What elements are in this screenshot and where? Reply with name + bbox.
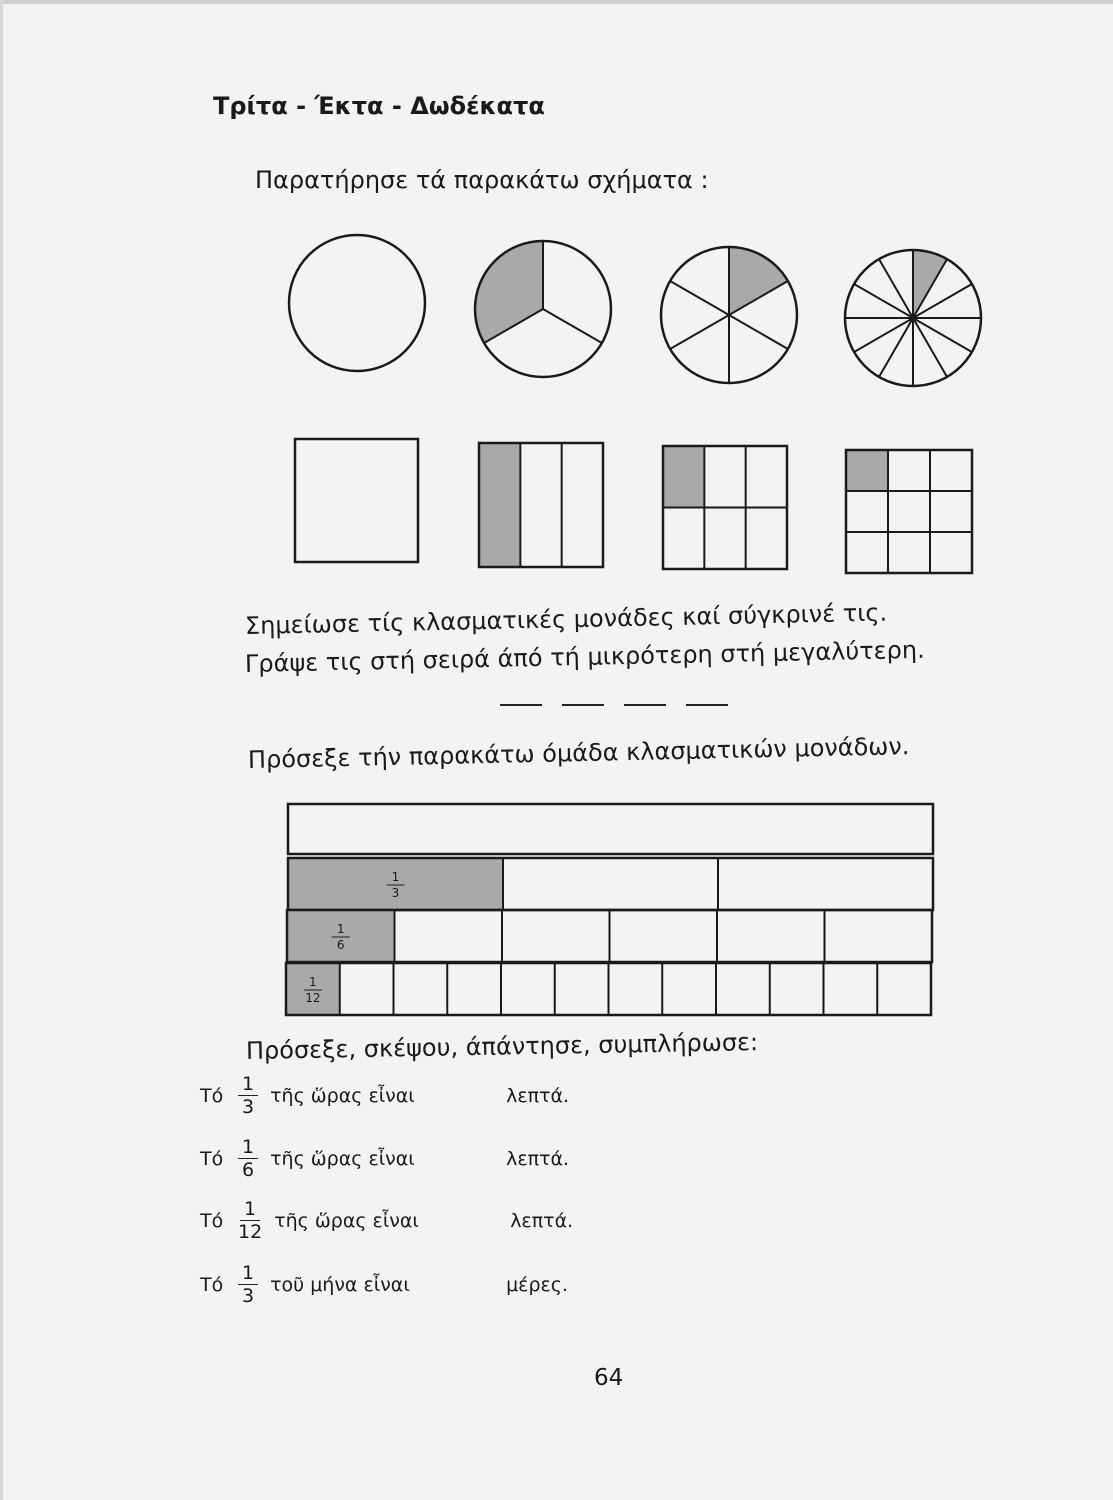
fraction-denominator: 3 bbox=[242, 1285, 255, 1307]
circle-radius-line bbox=[729, 315, 788, 349]
instruction-observe: Παρατήρησε τά παρακάτω σχήματα : bbox=[255, 166, 709, 194]
shaded-cell bbox=[663, 446, 704, 508]
exercise-row bbox=[200, 1198, 573, 1243]
fraction-squares bbox=[295, 439, 972, 573]
circle-radius-line bbox=[670, 315, 729, 349]
page-number: 64 bbox=[594, 1365, 624, 1391]
bar-label-denominator: 3 bbox=[391, 886, 400, 900]
answer-blank[interactable] bbox=[686, 704, 728, 706]
exercise-unit: μέρες. bbox=[506, 1273, 568, 1296]
instruction-note-line2: Γράψε τις στή σειρά άπό τή μικρότερη στή μεγαλύτερη. bbox=[244, 635, 925, 678]
exercise-row bbox=[200, 1262, 568, 1307]
answer-blanks[interactable] bbox=[500, 704, 728, 706]
exercise-row bbox=[200, 1136, 569, 1181]
exercise-lead: Τό bbox=[200, 1147, 224, 1170]
exercise-fraction bbox=[238, 1073, 258, 1118]
circle-radius-line bbox=[670, 281, 729, 315]
exercise-lead: Τό bbox=[200, 1084, 224, 1107]
fraction-denominator: 6 bbox=[242, 1159, 255, 1181]
fraction-numerator: 1 bbox=[238, 1136, 258, 1159]
exercise-text: τοῦ μήνα εἶναι bbox=[270, 1273, 410, 1296]
fraction-numerator: 1 bbox=[238, 1262, 258, 1285]
shaded-bar-part bbox=[287, 910, 395, 962]
bar-label-numerator: 1 bbox=[309, 975, 317, 989]
exercise-text: τῆς ὥρας εἶναι bbox=[270, 1147, 415, 1170]
shaded-sector bbox=[729, 247, 788, 315]
answer-blank[interactable] bbox=[500, 704, 542, 706]
answer-blank[interactable] bbox=[624, 704, 666, 706]
fraction-circles bbox=[289, 235, 981, 386]
bar-label-denominator: 12 bbox=[305, 991, 321, 1005]
fraction-numerator: 1 bbox=[238, 1073, 258, 1096]
fraction-denominator: 3 bbox=[242, 1096, 255, 1118]
shaded-bar-part bbox=[286, 963, 340, 1015]
answer-blank[interactable] bbox=[562, 704, 604, 706]
page-title: Τρίτα - Έκτα - Δωδέκατα bbox=[213, 92, 545, 120]
exercise-fraction bbox=[238, 1136, 258, 1181]
exercise-row bbox=[200, 1073, 569, 1118]
shaded-cell bbox=[479, 443, 520, 567]
instruction-group: Πρόσεξε τήν παρακάτω όμάδα κλασματικών μονάδων. bbox=[247, 732, 910, 774]
fraction-bars bbox=[286, 804, 933, 1015]
instruction-note-line1: Σημείωσε τίς κλασματικές μονάδες καί σύγκρινέ τις. bbox=[244, 598, 888, 640]
exercise-lead: Τό bbox=[200, 1209, 224, 1232]
exercise-unit: λεπτά. bbox=[506, 1147, 570, 1170]
exercise-fraction bbox=[238, 1198, 262, 1243]
fraction-denominator: 12 bbox=[238, 1221, 263, 1243]
exercise-fraction bbox=[238, 1262, 258, 1307]
circle-radius-line bbox=[543, 309, 602, 343]
exercise-lead: Τό bbox=[200, 1273, 224, 1296]
exercise-unit: λεπτά. bbox=[510, 1209, 574, 1232]
exercise-text: τῆς ὥρας εἶναι bbox=[274, 1209, 419, 1232]
bar-label-numerator: 1 bbox=[336, 922, 345, 936]
fraction-bar bbox=[288, 804, 933, 854]
instruction-think: Πρόσεξε, σκέψου, άπάντησε, συμπλήρωσε: bbox=[245, 1028, 759, 1065]
fraction-numerator: 1 bbox=[240, 1198, 260, 1221]
exercise-unit: λεπτά. bbox=[506, 1084, 570, 1107]
bar-label-numerator: 1 bbox=[391, 870, 400, 884]
fraction-circle bbox=[289, 235, 425, 371]
exercise-text: τῆς ὥρας εἶναι bbox=[270, 1084, 415, 1107]
bar-label-denominator: 6 bbox=[336, 938, 345, 952]
shaded-bar-part bbox=[288, 858, 503, 910]
fraction-square bbox=[295, 439, 418, 562]
shaded-cell bbox=[846, 450, 888, 491]
